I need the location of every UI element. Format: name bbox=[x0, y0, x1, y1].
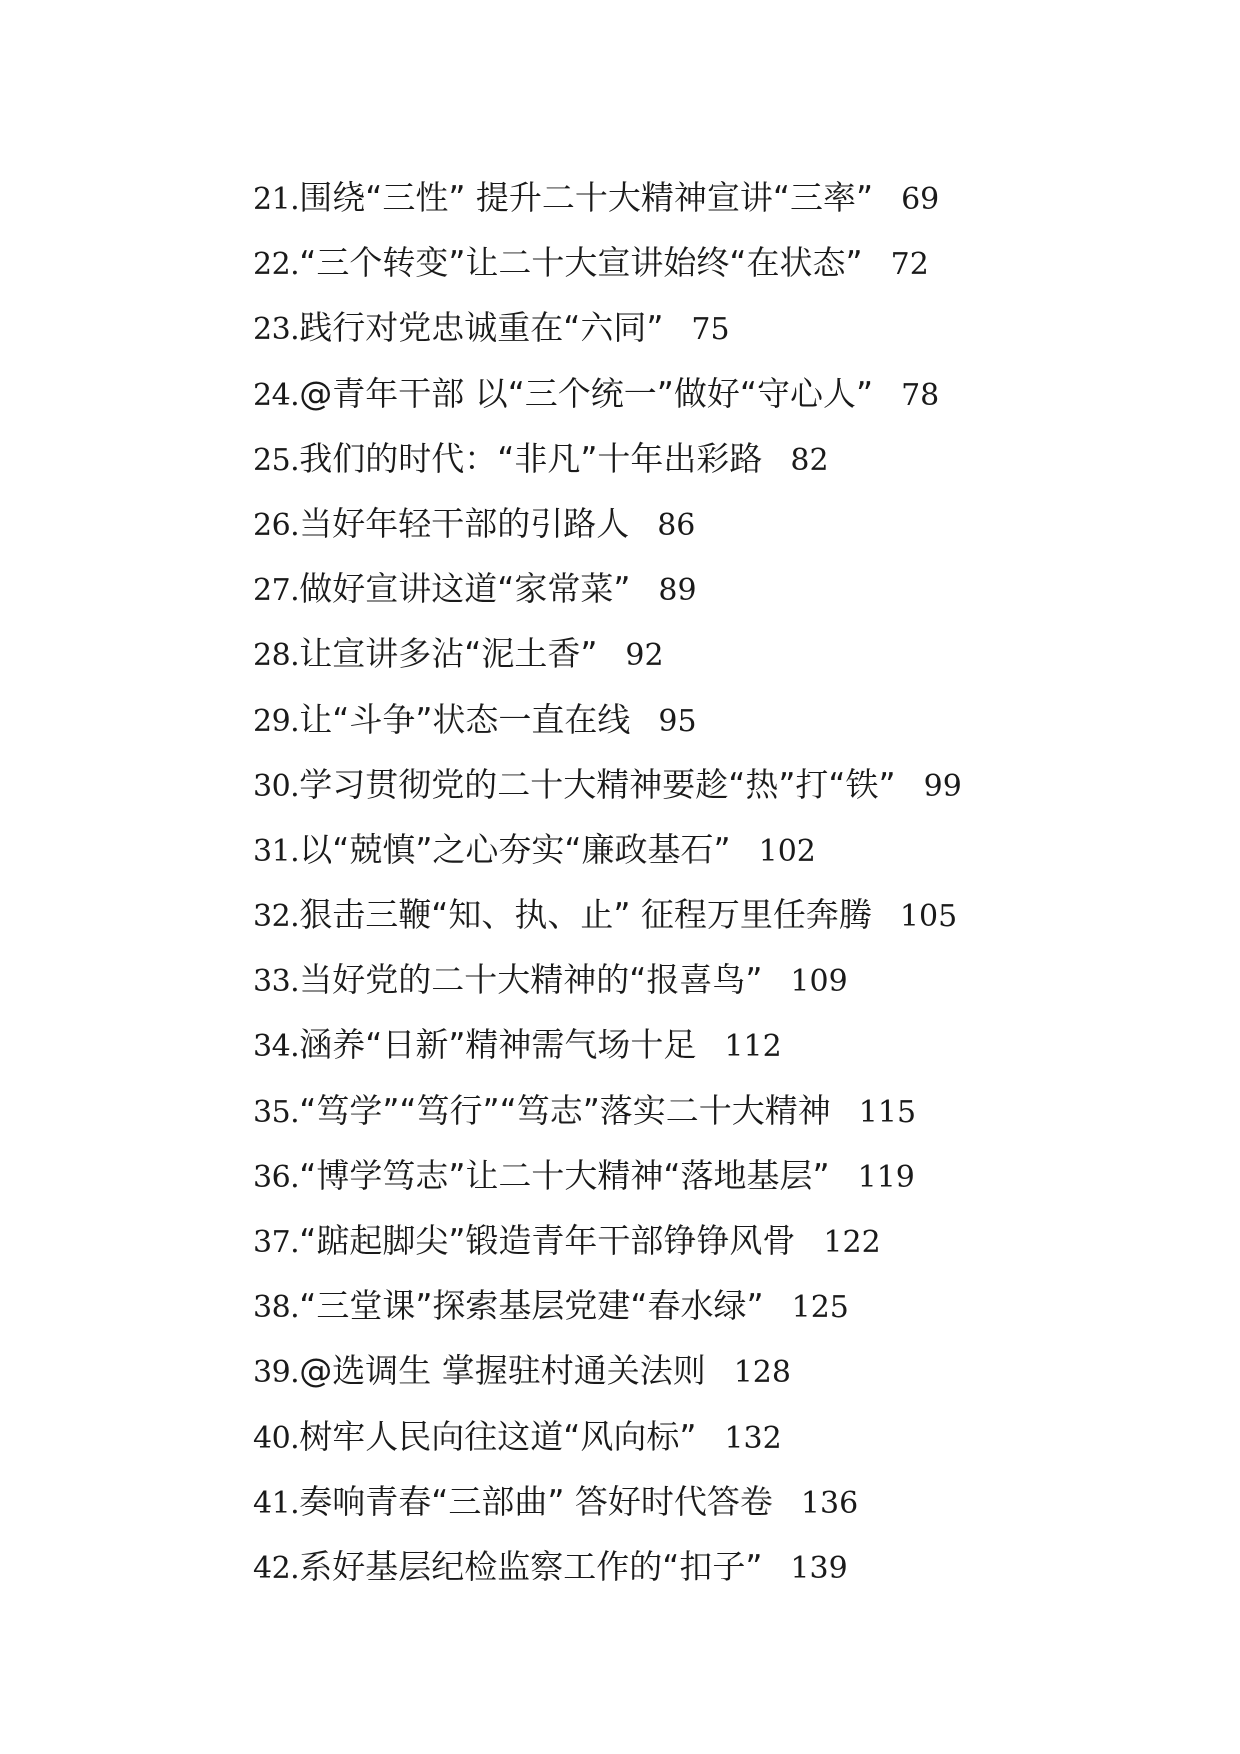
entry-title: 以“兢慎”之心夯实“廉政基石” bbox=[299, 829, 731, 869]
entry-number: 27. bbox=[253, 573, 300, 609]
entry-page-number: 122 bbox=[823, 1225, 881, 1260]
entry-title: “三堂课”探索基层党建“春水绿” bbox=[299, 1286, 764, 1326]
entry-title: “笃学”“笃行”“笃志”落实二十大精神 bbox=[299, 1090, 831, 1130]
toc-entry[interactable] bbox=[253, 885, 962, 950]
entry-title: 奏响青春“三部曲” 答好时代答卷 bbox=[299, 1481, 773, 1521]
entry-number: 21. bbox=[253, 182, 300, 217]
entry-title: 我们的时代：“非凡”十年出彩路 bbox=[299, 438, 763, 478]
entry-number: 29. bbox=[253, 703, 300, 739]
entry-title: 树牢人民向往这道“风向标” bbox=[299, 1416, 697, 1456]
entry-page-number: 109 bbox=[790, 964, 848, 1000]
entry-title: 践行对党忠诚重在“六同” bbox=[299, 308, 664, 348]
toc-entry[interactable] bbox=[253, 1276, 962, 1341]
entry-page-number: 75 bbox=[691, 312, 730, 348]
entry-page-number: 95 bbox=[658, 703, 697, 739]
entry-number: 30. bbox=[253, 768, 300, 804]
toc-entry[interactable] bbox=[253, 298, 962, 363]
entry-title: 学习贯彻党的二十大精神要趁“热”打“铁” bbox=[299, 764, 896, 804]
entry-title: 做好宣讲这道“家常菜” bbox=[299, 569, 631, 609]
entry-page-number: 132 bbox=[724, 1420, 782, 1456]
entry-title: 系好基层纪检监察工作的“扣子” bbox=[299, 1546, 763, 1586]
entry-title: @选调生 掌握驻村通关法则 bbox=[299, 1351, 706, 1391]
toc-entry[interactable] bbox=[253, 755, 962, 820]
toc-entry[interactable] bbox=[253, 1472, 962, 1537]
toc-entry[interactable] bbox=[253, 1015, 962, 1080]
toc-entry[interactable] bbox=[253, 690, 962, 755]
entry-title: @青年干部 以“三个统一”做好“守心人” bbox=[299, 373, 874, 413]
toc-entry[interactable] bbox=[253, 1211, 962, 1276]
entry-number: 34. bbox=[253, 1029, 300, 1065]
entry-page-number: 128 bbox=[733, 1355, 791, 1391]
entry-number: 26. bbox=[253, 507, 300, 543]
entry-number: 35. bbox=[253, 1094, 300, 1130]
entry-title: 围绕“三性” 提升二十大精神宣讲“三率” bbox=[299, 178, 874, 217]
entry-page-number: 89 bbox=[658, 573, 697, 609]
entry-title: “三个转变”让二十大宣讲始终“在状态” bbox=[299, 243, 863, 283]
entry-page-number: 92 bbox=[625, 638, 664, 674]
toc-entry[interactable] bbox=[253, 1146, 962, 1211]
toc-entry[interactable] bbox=[253, 820, 962, 885]
table-of-contents bbox=[253, 168, 962, 1602]
entry-page-number: 105 bbox=[899, 899, 958, 935]
entry-title: 让宣讲多沾“泥土香” bbox=[299, 634, 598, 674]
toc-entry[interactable] bbox=[253, 494, 962, 559]
entry-page-number: 115 bbox=[858, 1094, 917, 1130]
entry-page-number: 82 bbox=[790, 442, 829, 478]
entry-page-number: 69 bbox=[901, 182, 940, 217]
entry-number: 37. bbox=[253, 1225, 300, 1260]
entry-page-number: 125 bbox=[791, 1290, 849, 1326]
entry-number: 40. bbox=[253, 1420, 300, 1456]
toc-entry[interactable] bbox=[253, 233, 962, 298]
entry-number: 25. bbox=[253, 442, 300, 478]
entry-number: 39. bbox=[253, 1355, 300, 1391]
entry-number: 42. bbox=[253, 1550, 300, 1586]
entry-title: 当好党的二十大精神的“报喜鸟” bbox=[299, 960, 763, 1000]
toc-entry[interactable] bbox=[253, 429, 962, 494]
entry-page-number: 86 bbox=[657, 507, 696, 543]
toc-entry[interactable] bbox=[253, 168, 962, 233]
entry-page-number: 112 bbox=[724, 1029, 782, 1065]
toc-entry[interactable] bbox=[253, 1537, 962, 1602]
entry-title: “博学笃志”让二十大精神“落地基层” bbox=[299, 1155, 830, 1195]
entry-number: 33. bbox=[253, 964, 300, 1000]
entry-page-number: 119 bbox=[857, 1159, 915, 1195]
entry-title: 涵养“日新”精神需气场十足 bbox=[299, 1025, 697, 1065]
entry-number: 41. bbox=[253, 1485, 300, 1521]
entry-page-number: 136 bbox=[800, 1485, 859, 1521]
toc-entry[interactable] bbox=[253, 1081, 962, 1146]
toc-entry[interactable] bbox=[253, 950, 962, 1015]
entry-number: 36. bbox=[253, 1159, 300, 1195]
toc-entry[interactable] bbox=[253, 559, 962, 624]
entry-number: 22. bbox=[253, 247, 300, 283]
entry-page-number: 102 bbox=[758, 833, 816, 869]
toc-entry[interactable] bbox=[253, 364, 962, 429]
toc-entry[interactable] bbox=[253, 1407, 962, 1472]
entry-number: 32. bbox=[253, 899, 300, 935]
entry-number: 31. bbox=[253, 833, 300, 869]
entry-page-number: 99 bbox=[923, 768, 962, 804]
entry-title: 狠击三鞭“知、执、止” 征程万里任奔腾 bbox=[299, 895, 872, 935]
entry-page-number: 72 bbox=[890, 247, 929, 283]
toc-entry[interactable] bbox=[253, 1341, 962, 1406]
toc-entry[interactable] bbox=[253, 624, 962, 689]
entry-number: 23. bbox=[253, 312, 300, 348]
entry-title: 当好年轻干部的引路人 bbox=[299, 503, 630, 543]
entry-number: 28. bbox=[253, 638, 300, 674]
entry-number: 38. bbox=[253, 1290, 300, 1326]
entry-page-number: 78 bbox=[901, 377, 940, 413]
entry-number: 24. bbox=[253, 377, 300, 413]
entry-page-number: 139 bbox=[790, 1550, 848, 1586]
entry-title: “踮起脚尖”锻造青年干部铮铮风骨 bbox=[299, 1221, 796, 1260]
entry-title: 让“斗争”状态一直在线 bbox=[299, 699, 631, 739]
